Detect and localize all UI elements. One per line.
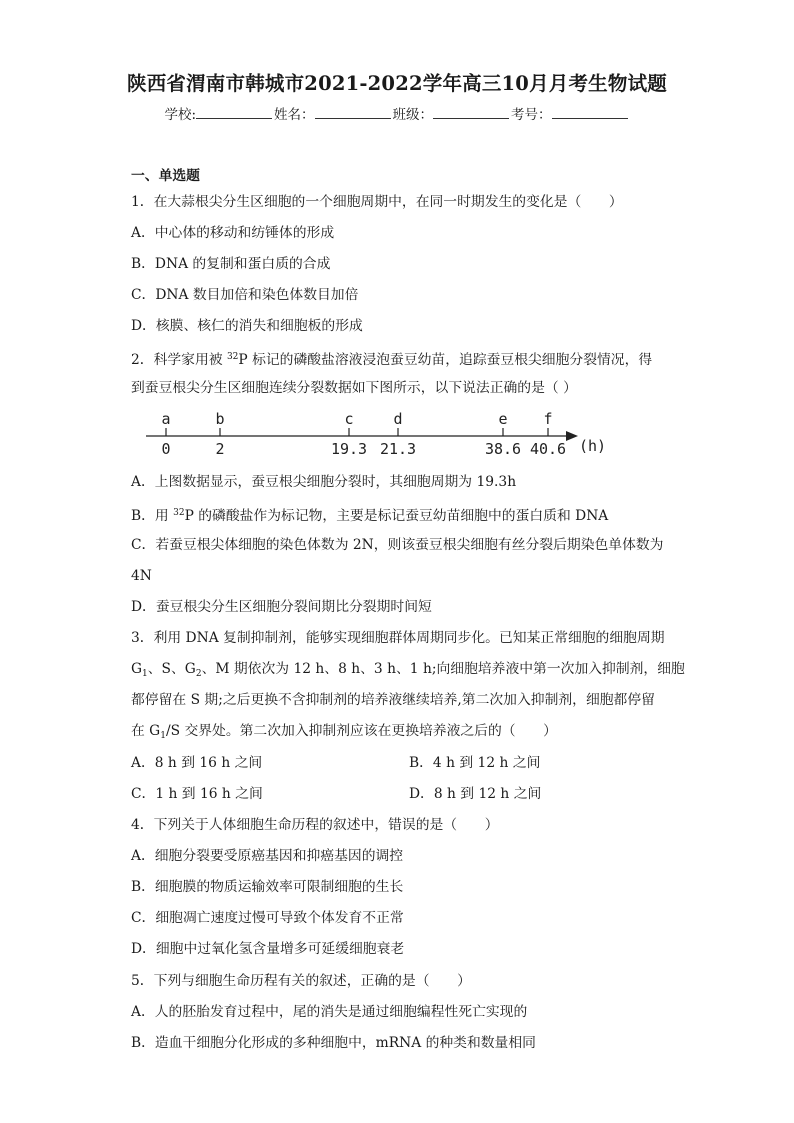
q3-stem2-rest: 、M 期依次为 12 h、8 h、3 h、1 h;向细胞培养液中第一次加入抑制剂，细胞	[201, 661, 685, 677]
q1-option-a: A．中心体的移动和纺锤体的形成	[131, 225, 335, 241]
timeline-value-e: 38.6	[484, 440, 522, 458]
q3-option-b: B．4 h 到 12 h 之间	[409, 755, 541, 771]
q2-superscript: 32	[226, 352, 239, 362]
q5-stem: 5．下列与细胞生命历程有关的叙述，正确的是（ ）	[131, 973, 471, 989]
q5-option-b: B．造血干细胞分化形成的多种细胞中，mRNA 的种类和数量相同	[131, 1035, 536, 1051]
q3-sub-1b: 1	[160, 731, 166, 741]
timeline-value-f: 40.6	[529, 440, 567, 458]
q4-option-d: D．细胞中过氧化氢含量增多可延缓细胞衰老	[131, 941, 405, 957]
cell-cycle-timeline	[146, 410, 607, 460]
q2-stem-post: P 标记的磷酸盐溶液浸泡蚕豆幼苗，追踪蚕豆根尖细胞分裂情况，得	[238, 352, 653, 368]
class-label: 班级：	[392, 107, 434, 123]
q4-option-c: C．细胞凋亡速度过慢可导致个体发育不正常	[131, 910, 404, 926]
timeline-value-a: 0	[161, 440, 171, 458]
q3-option-c: C．1 h 到 16 h 之间	[131, 786, 263, 802]
q2-stem-line2: 到蚕豆根尖分生区细胞连续分裂数据如下图所示，以下说法正确的是（ ）	[131, 380, 577, 396]
timeline-value-c: 19.3	[330, 440, 368, 458]
q2-option-d: D．蚕豆根尖分生区细胞分裂间期比分裂期时间短	[131, 599, 432, 615]
timeline-letter-c: c	[344, 410, 354, 428]
q4-option-b: B．细胞膜的物质运输效率可限制细胞的生长	[131, 879, 404, 895]
page-title: 陕西省渭南市韩城市2021-2022学年高三10月月考生物试题	[127, 72, 667, 95]
q3-stem4-post: /S 交界处。第二次加入抑制剂应该在更换培养液之后的（ ）	[165, 723, 557, 739]
timeline-value-d: 21.3	[379, 440, 417, 458]
name-blank[interactable]	[315, 106, 391, 119]
q2-option-c-line1: C．若蚕豆根尖体细胞的染色体数为 2N，则该蚕豆根尖细胞有丝分裂后期染色单体数为	[131, 537, 664, 553]
timeline-letter-b: b	[215, 410, 225, 428]
school-blank[interactable]	[196, 106, 272, 119]
q2-stem-pre: 2．科学家用被	[131, 352, 227, 368]
timeline-letter-d: d	[393, 410, 403, 428]
q3-stem-line1: 3．利用 DNA 复制抑制剂，能够实现细胞群体周期同步化。已知某正常细胞的细胞周期	[131, 630, 665, 646]
q1-stem: 1．在大蒜根尖分生区细胞的一个细胞周期中，在同一时期发生的变化是（ ）	[131, 194, 623, 210]
q2-option-a: A．上图数据显示，蚕豆根尖细胞分裂时，其细胞周期为 19.3h	[131, 474, 517, 490]
section-title: 一、单选题	[131, 168, 200, 184]
q1-option-d: D．核膜、核仁的消失和细胞板的形成	[131, 318, 363, 334]
q4-stem: 4．下列关于人体细胞生命历程的叙述中，错误的是（ ）	[131, 817, 499, 833]
number-label: 考号：	[511, 107, 552, 123]
q3-option-d: D．8 h 到 12 h 之间	[409, 786, 542, 802]
q3-stem-line4	[131, 722, 557, 745]
timeline-letter-a: a	[161, 410, 171, 428]
class-blank[interactable]	[433, 106, 509, 119]
number-blank[interactable]	[552, 106, 628, 119]
q3-g: G	[131, 661, 143, 677]
q3-stem-line3: 都停留在 S 期;之后更换不含抑制剂的培养液继续培养,第二次加入抑制剂，细胞都停留	[131, 692, 655, 708]
q2-option-b	[131, 504, 608, 525]
q1-option-c: C．DNA 数目加倍和染色体数目加倍	[131, 287, 359, 303]
timeline-unit: (h)	[579, 437, 607, 455]
q4-option-a: A．细胞分裂要受原癌基因和抑癌基因的调控	[131, 848, 404, 864]
q3-stem4-pre: 在 G	[131, 723, 161, 739]
student-info-line	[0, 103, 794, 123]
q3-sub-1: 1	[142, 669, 148, 679]
q1-option-b: B．DNA 的复制和蛋白质的合成	[131, 256, 331, 272]
name-label: 姓名：	[274, 107, 315, 123]
timeline-arrowhead	[566, 431, 578, 441]
timeline-letter-f: f	[543, 410, 553, 428]
q3-stem2-mid: 、S、G	[147, 661, 196, 677]
q5-option-a: A．人的胚胎发育过程中，尾的消失是通过细胞编程性死亡实现的	[131, 1004, 528, 1020]
q2-option-b-pre: B．用	[131, 508, 174, 524]
q2-option-b-superscript: 32	[173, 508, 185, 518]
timeline-letter-e: e	[498, 410, 508, 428]
q3-stem-line2	[131, 660, 685, 683]
q3-sub-2: 2	[195, 669, 202, 679]
q2-stem-line1	[131, 348, 652, 369]
q3-option-a: A．8 h 到 16 h 之间	[131, 755, 263, 771]
timeline-value-b: 2	[215, 440, 225, 458]
school-label: 学校:	[164, 107, 197, 123]
q2-option-c-line2: 4N	[131, 568, 152, 584]
q2-option-b-post: P 的磷酸盐作为标记物，主要是标记蚕豆幼苗细胞中的蛋白质和 DNA	[184, 508, 609, 524]
